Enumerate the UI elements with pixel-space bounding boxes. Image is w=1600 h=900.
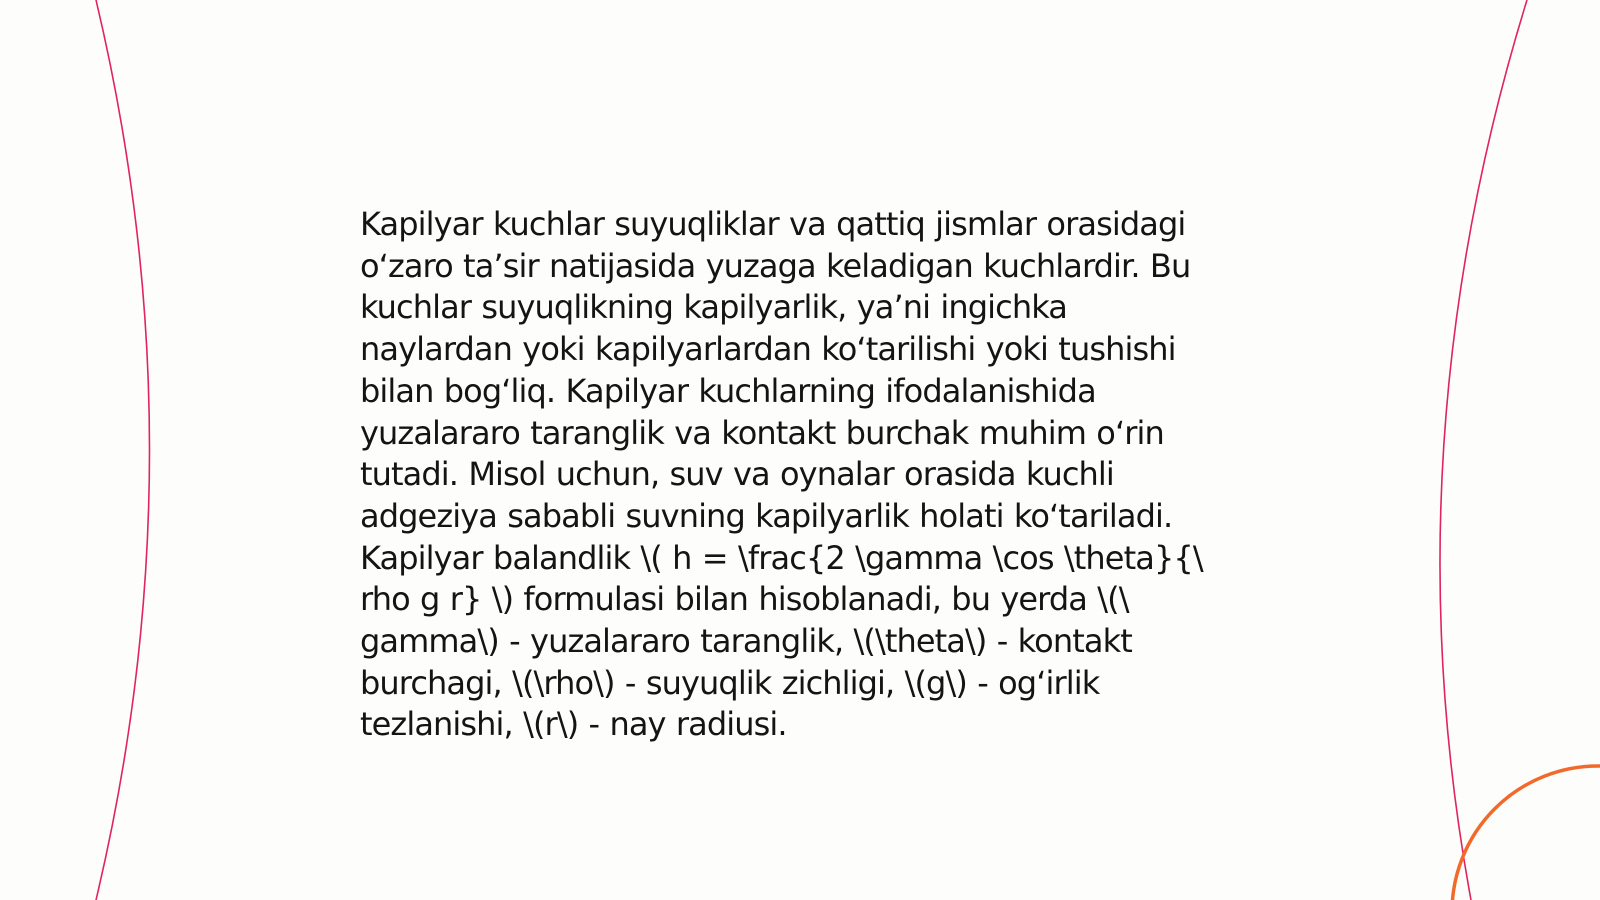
body-line: yuzalararo taranglik va kontakt burchak muhim o‘rin <box>360 413 1164 452</box>
body-line: rho g r} \) formulasi bilan hisoblanadi, bu yerda \(\ <box>360 580 1129 619</box>
orange-circle-accent <box>1452 766 1600 900</box>
body-line: Kapilyar kuchlar suyuqliklar va qattiq jismlar orasidagi <box>360 205 1186 243</box>
body-line: kuchlar suyuqlikning kapilyarlik, ya’ni ingichka <box>360 288 1067 327</box>
body-line: bilan bog‘liq. Kapilyar kuchlarning ifodalanishida <box>360 371 1096 410</box>
body-line: tutadi. Misol uchun, suv va oynalar orasida kuchli <box>360 455 1114 494</box>
body-line: o‘zaro ta’sir natijasida yuzaga keladigan kuchlardir. Bu <box>360 246 1191 285</box>
body-line: adgeziya sababli suvning kapilyarlik holati ko‘tariladi. <box>360 496 1173 535</box>
right-curve-line <box>1440 0 1527 900</box>
slide-body-text <box>360 204 1260 746</box>
body-line: Kapilyar balandlik \( h = \frac{2 \gamma \cos \theta}{\ <box>360 538 1203 577</box>
left-curve-line <box>96 0 150 900</box>
body-line: burchagi, \(\rho\) - suyuqlik zichligi, \(g\) - og‘irlik <box>360 663 1100 702</box>
body-line: gamma\) - yuzalararo taranglik, \(\theta\) - kontakt <box>360 622 1132 661</box>
body-line: naylardan yoki kapilyarlardan ko‘tarilishi yoki tushishi <box>360 330 1176 369</box>
body-line: tezlanishi, \(r\) - nay radiusi. <box>360 705 787 744</box>
